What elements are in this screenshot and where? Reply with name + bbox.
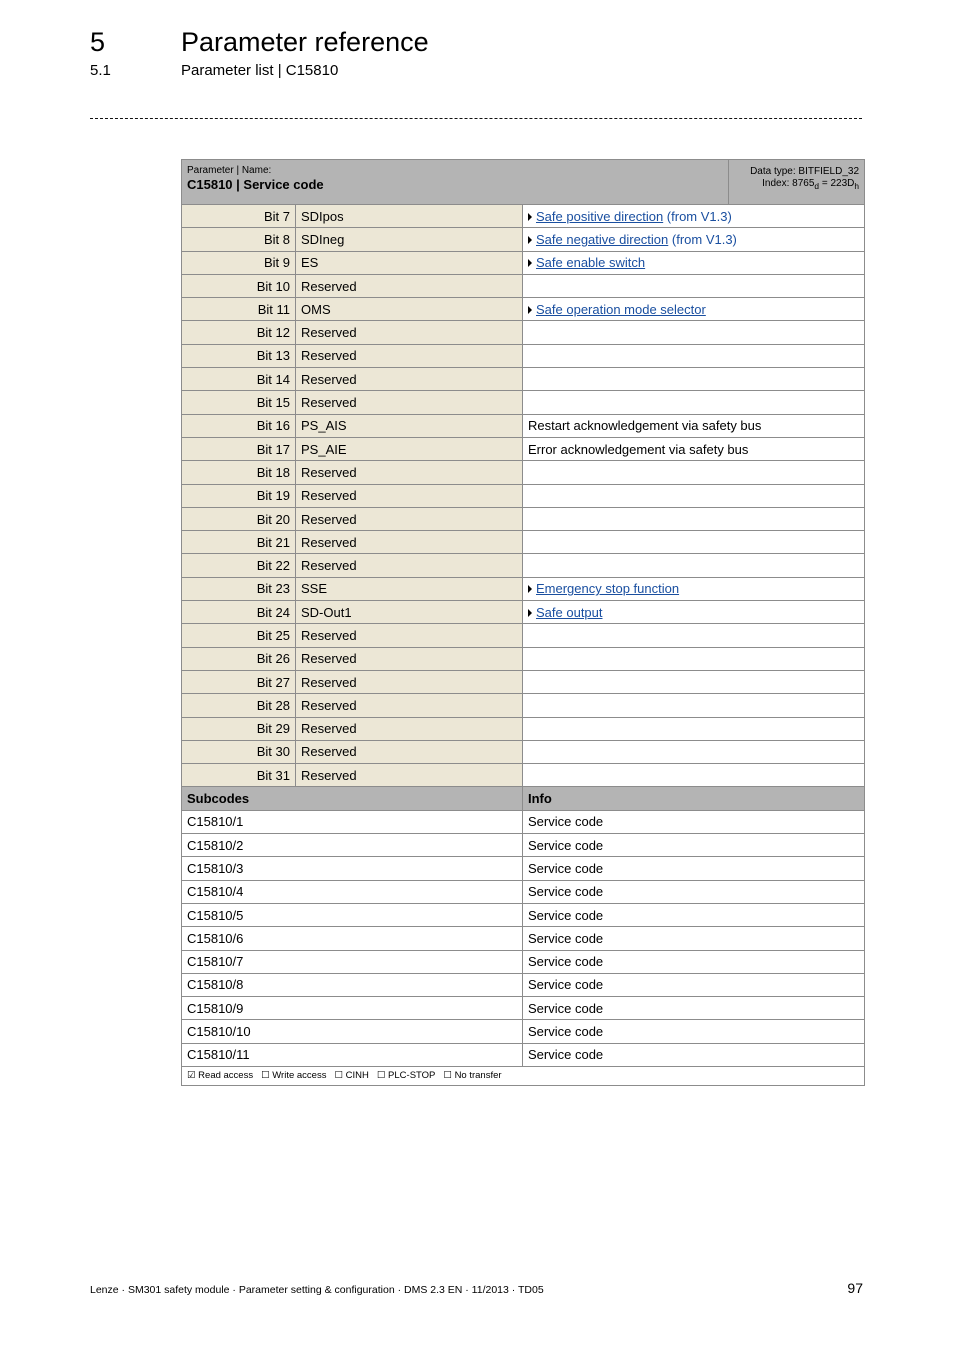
bit-row (182, 554, 865, 577)
bit-number: Bit 8 (182, 228, 296, 251)
bit-number: Bit 13 (182, 344, 296, 367)
bit-link[interactable]: Safe positive direction (536, 208, 664, 224)
bit-number: Bit 9 (182, 251, 296, 274)
bit-row (182, 321, 865, 344)
parameter-name-cell (182, 160, 729, 205)
parameter-index (734, 178, 859, 192)
subcode-row (182, 880, 865, 903)
bit-name: OMS (296, 298, 523, 321)
bit-name: Reserved (296, 624, 523, 647)
bit-info-text: Restart acknowledgement via safety bus (528, 418, 762, 434)
arrow-right-icon (528, 306, 532, 314)
checkbox-icon: ☐ (334, 1070, 343, 1082)
bit-name: Reserved (296, 274, 523, 297)
bit-link[interactable]: Safe enable switch (536, 255, 646, 271)
subcode-info: Service code (523, 973, 865, 996)
bit-number: Bit 11 (182, 298, 296, 321)
subcode: C15810/7 (182, 950, 523, 973)
bit-row (182, 274, 865, 297)
data-type: Data type: BITFIELD_32 (750, 166, 860, 177)
access-flag (334, 1070, 368, 1081)
subcode: C15810/5 (182, 903, 523, 926)
checkbox-icon: ☐ (443, 1070, 452, 1082)
bit-info (523, 298, 865, 321)
bit-row (182, 298, 865, 321)
arrow-right-icon (528, 236, 532, 244)
bit-number: Bit 14 (182, 368, 296, 391)
subcode: C15810/8 (182, 973, 523, 996)
bit-name: Reserved (296, 764, 523, 787)
access-row (182, 1066, 865, 1085)
bit-info (523, 321, 865, 344)
subcode: C15810/1 (182, 810, 523, 833)
bit-name: Reserved (296, 391, 523, 414)
bit-number: Bit 24 (182, 601, 296, 624)
subcode: C15810/10 (182, 1020, 523, 1043)
subcode-info: Service code (523, 950, 865, 973)
bit-info (523, 531, 865, 554)
subcode-row (182, 997, 865, 1020)
bit-link[interactable]: Safe output (536, 604, 603, 620)
checkbox-icon: ☐ (261, 1070, 270, 1082)
bit-number: Bit 29 (182, 717, 296, 740)
subcode-row (182, 857, 865, 880)
bit-row (182, 368, 865, 391)
bit-row (182, 740, 865, 763)
access-label: Write access (272, 1070, 327, 1082)
bit-name: Reserved (296, 647, 523, 670)
bit-name: Reserved (296, 694, 523, 717)
subcode-info: Service code (523, 903, 865, 926)
bit-row (182, 717, 865, 740)
bit-row (182, 694, 865, 717)
link-suffix: (from V1.3) (663, 208, 732, 224)
subcode-info: Service code (523, 997, 865, 1020)
parameter-header-row (182, 160, 865, 205)
access-label: No transfer (454, 1070, 502, 1082)
bit-info (523, 205, 865, 228)
bit-info (523, 740, 865, 763)
link-suffix: (from V1.3) (668, 231, 737, 247)
bit-name: Reserved (296, 321, 523, 344)
bit-row (182, 228, 865, 251)
bit-number: Bit 25 (182, 624, 296, 647)
subcode-row (182, 973, 865, 996)
bit-name: SDIpos (296, 205, 523, 228)
bit-row (182, 437, 865, 460)
subcode: C15810/2 (182, 834, 523, 857)
access-label: CINH (345, 1070, 369, 1082)
bit-number: Bit 21 (182, 531, 296, 554)
bit-info (523, 647, 865, 670)
bit-info (523, 228, 865, 251)
bit-row (182, 344, 865, 367)
access-flags (182, 1066, 865, 1085)
subcodes-header-row (182, 787, 865, 810)
subcode-info: Service code (523, 857, 865, 880)
subcode-row (182, 950, 865, 973)
subcode-info: Service code (523, 810, 865, 833)
bit-info (523, 461, 865, 484)
bit-name: SDIneg (296, 228, 523, 251)
parameter-type-cell (729, 160, 865, 205)
bit-row (182, 647, 865, 670)
subcode-row (182, 903, 865, 926)
index-mid: = 223D (819, 178, 855, 189)
bit-info (523, 437, 865, 460)
bit-number: Bit 27 (182, 670, 296, 693)
bit-number: Bit 18 (182, 461, 296, 484)
bit-row (182, 670, 865, 693)
bit-number: Bit 23 (182, 577, 296, 600)
bit-info (523, 414, 865, 437)
bit-number: Bit 31 (182, 764, 296, 787)
subcode-info: Service code (523, 880, 865, 903)
arrow-right-icon (528, 609, 532, 617)
index-sub-h: h (854, 181, 860, 191)
subcode: C15810/3 (182, 857, 523, 880)
bit-info (523, 624, 865, 647)
section-number: 5.1 (90, 62, 111, 79)
section-title: Parameter list | C15810 (181, 62, 339, 79)
bit-info (523, 554, 865, 577)
bit-info-text: Error acknowledgement via safety bus (528, 441, 749, 457)
bit-number: Bit 17 (182, 437, 296, 460)
bit-row (182, 577, 865, 600)
bit-name: Reserved (296, 461, 523, 484)
bit-name: ES (296, 251, 523, 274)
subcode: C15810/4 (182, 880, 523, 903)
parameter-table (181, 159, 865, 1086)
bit-number: Bit 22 (182, 554, 296, 577)
bit-row (182, 484, 865, 507)
bit-name: Reserved (296, 717, 523, 740)
bit-row (182, 507, 865, 530)
bit-name: Reserved (296, 507, 523, 530)
access-label: Read access (198, 1070, 254, 1082)
bit-info (523, 577, 865, 600)
access-label: PLC-STOP (388, 1070, 436, 1082)
bit-number: Bit 30 (182, 740, 296, 763)
bit-row (182, 531, 865, 554)
access-flag (377, 1070, 436, 1081)
parameter-name: C15810 | Service code (187, 177, 324, 192)
index-prefix: Index: 8765 (762, 178, 815, 189)
access-flag (187, 1070, 253, 1081)
bit-number: Bit 19 (182, 484, 296, 507)
bit-name: Reserved (296, 670, 523, 693)
subcode-row (182, 1020, 865, 1043)
bit-name: SSE (296, 577, 523, 600)
subcode-info: Service code (523, 834, 865, 857)
bit-number: Bit 12 (182, 321, 296, 344)
bit-row (182, 601, 865, 624)
header-divider (90, 118, 862, 119)
subcode: C15810/6 (182, 927, 523, 950)
bit-row (182, 391, 865, 414)
parameter-label: Parameter | Name: (187, 165, 272, 176)
page-number: 97 (847, 1280, 863, 1296)
bit-name: Reserved (296, 368, 523, 391)
index-sub-d: d (814, 181, 820, 191)
arrow-right-icon (528, 213, 532, 221)
subcode: C15810/11 (182, 1043, 523, 1066)
bit-number: Bit 15 (182, 391, 296, 414)
subcodes-header: Subcodes (182, 787, 523, 810)
bit-row (182, 624, 865, 647)
bit-name: Reserved (296, 740, 523, 763)
bit-info (523, 694, 865, 717)
bit-info (523, 368, 865, 391)
subcode-info: Service code (523, 1043, 865, 1066)
bit-name: Reserved (296, 344, 523, 367)
checkbox-icon: ☐ (376, 1070, 386, 1082)
page-footer: Lenze · SM301 safety module · Parameter setting & configuration · DMS 2.3 EN · 11/2013 · TD05 (90, 1284, 544, 1296)
arrow-right-icon (528, 585, 532, 593)
bit-number: Bit 7 (182, 205, 296, 228)
bit-link[interactable]: Emergency stop function (536, 581, 680, 597)
arrow-right-icon (528, 259, 532, 267)
bit-name: PS_AIS (296, 414, 523, 437)
bit-info (523, 484, 865, 507)
bit-info (523, 344, 865, 367)
bit-row (182, 764, 865, 787)
bit-name: Reserved (296, 554, 523, 577)
bit-info (523, 717, 865, 740)
subcode-row (182, 1043, 865, 1066)
subcode-info: Service code (523, 1020, 865, 1043)
bit-row (182, 205, 865, 228)
bit-info (523, 274, 865, 297)
subcode-row (182, 810, 865, 833)
subcode-info: Service code (523, 927, 865, 950)
subcode-row (182, 927, 865, 950)
bit-row (182, 251, 865, 274)
bit-info (523, 507, 865, 530)
bit-number: Bit 28 (182, 694, 296, 717)
bit-name: Reserved (296, 531, 523, 554)
bit-link[interactable]: Safe operation mode selector (536, 301, 706, 317)
bit-number: Bit 26 (182, 647, 296, 670)
bit-number: Bit 10 (182, 274, 296, 297)
bit-name: SD-Out1 (296, 601, 523, 624)
bit-info (523, 601, 865, 624)
access-flag (261, 1070, 326, 1081)
bit-row (182, 414, 865, 437)
bit-link[interactable]: Safe negative direction (536, 231, 669, 247)
bit-info (523, 670, 865, 693)
chapter-title: Parameter reference (181, 27, 429, 57)
bit-number: Bit 20 (182, 507, 296, 530)
bit-name: Reserved (296, 484, 523, 507)
bit-info (523, 764, 865, 787)
bit-info (523, 391, 865, 414)
access-flag (443, 1070, 501, 1081)
subcode-row (182, 834, 865, 857)
chapter-number: 5 (90, 27, 106, 57)
bit-info (523, 251, 865, 274)
checkbox-icon: ☑ (187, 1070, 196, 1082)
bit-row (182, 461, 865, 484)
bit-number: Bit 16 (182, 414, 296, 437)
subcode: C15810/9 (182, 997, 523, 1020)
info-header: Info (523, 787, 865, 810)
bit-name: PS_AIE (296, 437, 523, 460)
